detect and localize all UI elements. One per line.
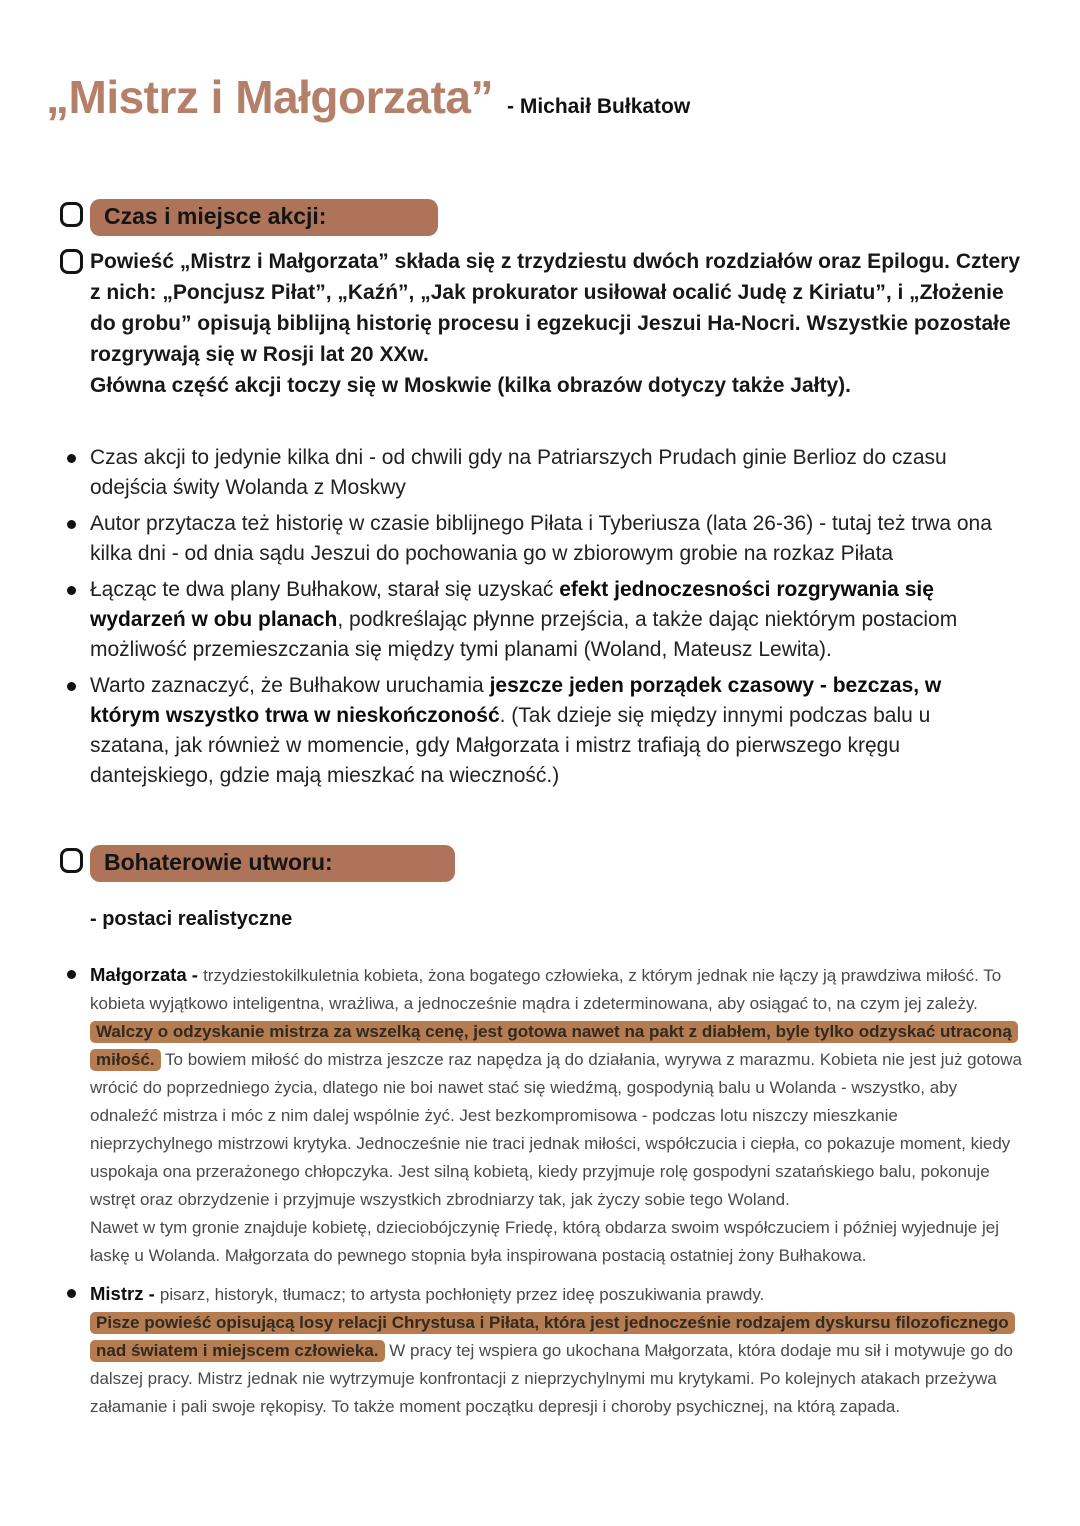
subheading-realistic-characters: - postaci realistyczne	[90, 908, 293, 931]
bullet-dot-icon	[67, 520, 76, 529]
highlight-segment: Walczy o odzyskanie mistrza za wszelką cenę, jest gotowa nawet na pakt z diabłem, byle tylko odzyskać utraconą miłość.	[90, 1021, 1018, 1071]
text-segment: Łącząc te dwa plany Bułhakow, starał się uzyskać	[90, 577, 560, 601]
section-header-row	[60, 199, 1035, 236]
characters-bullet-list	[60, 961, 1025, 1421]
character-name: Małgorzata -	[90, 964, 204, 986]
text-segment: To bowiem miłość do mistrza jeszcze raz napędza ją do działania, wyrywa z marazmu. Kobieta nie jest już gotowa wrócić do poprzedniego życia, dlatego nie boi nawet stać się wiedźmą, gospodynią balu u Wolanda - wszystko, aby odnaleźć mistrza i móc z nim dalej wspólnie żyć. Jest bezkompromisowa - podczas lotu niszczy mieszkanie nieprzychylnego mistrzowi krytyka. Jednocześnie nie traci jednak miłości, współczucia i ciepła, co pokazuje moment, kiedy uspokaja ona przerażonego chłopczyka. Jest silną kobietą, kiedy przyjmuje rolę gospodyni szatańskiego balu, pokonuje wstręt oraz obrzydzenie i przyjmuje wszystkich zbrodniarzy tak, jak życzy sobie tego Woland.	[90, 1050, 1022, 1210]
section-characters	[60, 845, 1035, 1421]
bullet-item	[60, 509, 1012, 569]
text-segment: Nawet w tym gronie znajduje kobietę, dzieciobójczynię Friedę, którą obdarza swoim współczuciem i później wyjednuje jej łaskę u Wolanda. Małgorzata do pewnego stopnia była inspirowana postacią ostatniej żony Bułhakowa.	[90, 1218, 999, 1266]
text-segment: W pracy tej wspiera go ukochana Małgorzata, która dodaje mu sił i motywuje go do dalszej pracy. Mistrz jednak nie wytrzymuje konfrontacji z nieprzychylnymi mu krytykami. Po kolejnych atakach przeżywa załamanie i pali swoje rękopisy. To także moment początku depresji i choroby psychicznej, na którą zapada.	[90, 1341, 1013, 1417]
intro-paragraph	[90, 246, 1035, 401]
text-segment: , podkreślając płynne przejścia, a także dając niektórym postaciom możliwość przemieszczania się między tymi planami (Woland, Mateusz Lewita).	[90, 607, 958, 661]
bold-text-segment: efekt jednoczesności rozgrywania się wydarzeń w obu planach	[90, 577, 934, 631]
character-item-mistrz	[60, 1280, 1025, 1421]
bullet-dot-icon	[67, 586, 76, 595]
checkbox[interactable]	[60, 249, 83, 274]
bold-text-segment: jeszcze jeden porządek czasowy - bezczas, w którym wszystko trwa w nieskończoność	[90, 673, 942, 727]
bullet-dot-icon	[67, 682, 76, 691]
text-segment: pisarz, historyk, tłumacz; to artysta pochłonięty przez ideę poszukiwania prawdy.	[159, 1285, 765, 1305]
text-segment: Główna część akcji toczy się w Moskwie (kilka obrazów dotyczy także Jałty).	[90, 373, 851, 397]
character-name: Mistrz -	[90, 1283, 160, 1305]
section-header-row	[60, 845, 1035, 882]
bullet-item	[60, 671, 1012, 791]
checkbox[interactable]	[60, 202, 83, 227]
text-segment: trzydziestokilkuletnia kobieta, żona bogatego człowieka, z którym jednak nie łączy ją prawdziwa miłość. To kobieta wyjątkowo inteligentna, wrażliwa, a jednocześnie mądra i zdeterminowana, aby osiągać to, na czym jej zależy.	[90, 966, 1002, 1014]
bullet-dot-icon	[67, 454, 76, 463]
highlight-segment: Pisze powieść opisującą losy relacji Chrystusa i Piłata, która jest jednocześnie rodzajem dyskursu filozoficznego nad światem i miejscem człowieka.	[90, 1312, 1015, 1362]
text-segment: . (Tak dzieje się między innymi podczas balu u szatana, jak również w momencie, gdy Małgorzata i mistrz trafiają do pierwszego kręgu dantejskiego, gdzie mają mieszkać na wieczność.)	[90, 703, 931, 787]
bullet-dot-icon	[67, 1289, 76, 1298]
bullet-item	[60, 443, 1012, 503]
title-row	[46, 72, 1035, 123]
checkbox[interactable]	[60, 848, 83, 873]
time-place-bullet-list	[60, 443, 1012, 791]
text-segment: Czas akcji to jedynie kilka dni - od chwili gdy na Patriarszych Prudach ginie Berlioz do czasu odejścia świty Wolanda z Moskwy	[90, 445, 947, 499]
intro-row	[60, 246, 1035, 443]
text-segment: Warto zaznaczyć, że Bułhakow uruchamia	[90, 673, 490, 697]
text-segment: Autor przytacza też historię w czasie biblijnego Piłata i Tyberiusza (lata 26-36) - tutaj też trwa ona kilka dni - od dnia sądu Jeszui do pochowania go w zbiorowym grobie na rozkaz Piłata	[90, 511, 992, 565]
author: - Michaił Bułkatow	[507, 95, 691, 118]
character-item-malgorzata	[60, 961, 1025, 1270]
text-segment: Powieść „Mistrz i Małgorzata” składa się z trzydziestu dwóch rozdziałów oraz Epilogu. Cztery z nich: „Poncjusz Piłat”, „Kaźń”, „Jak prokurator usiłował ocalić Judę z Kiriatu”, i „Złożenie do grobu” opisują biblijną historię procesu i egzekucji Jeszui Ha-Nocri. Wszystkie pozostałe rozgrywają się w Rosji lat 20 XXw.	[90, 249, 1021, 366]
section-time-place	[60, 199, 1035, 791]
bullet-dot-icon	[67, 970, 76, 979]
section-header-pill: Bohaterowie utworu:	[90, 845, 455, 882]
page-title: „Mistrz i Małgorzata”	[46, 71, 494, 123]
bullet-item	[60, 575, 1012, 665]
section-header-pill: Czas i miejsce akcji:	[90, 199, 438, 236]
